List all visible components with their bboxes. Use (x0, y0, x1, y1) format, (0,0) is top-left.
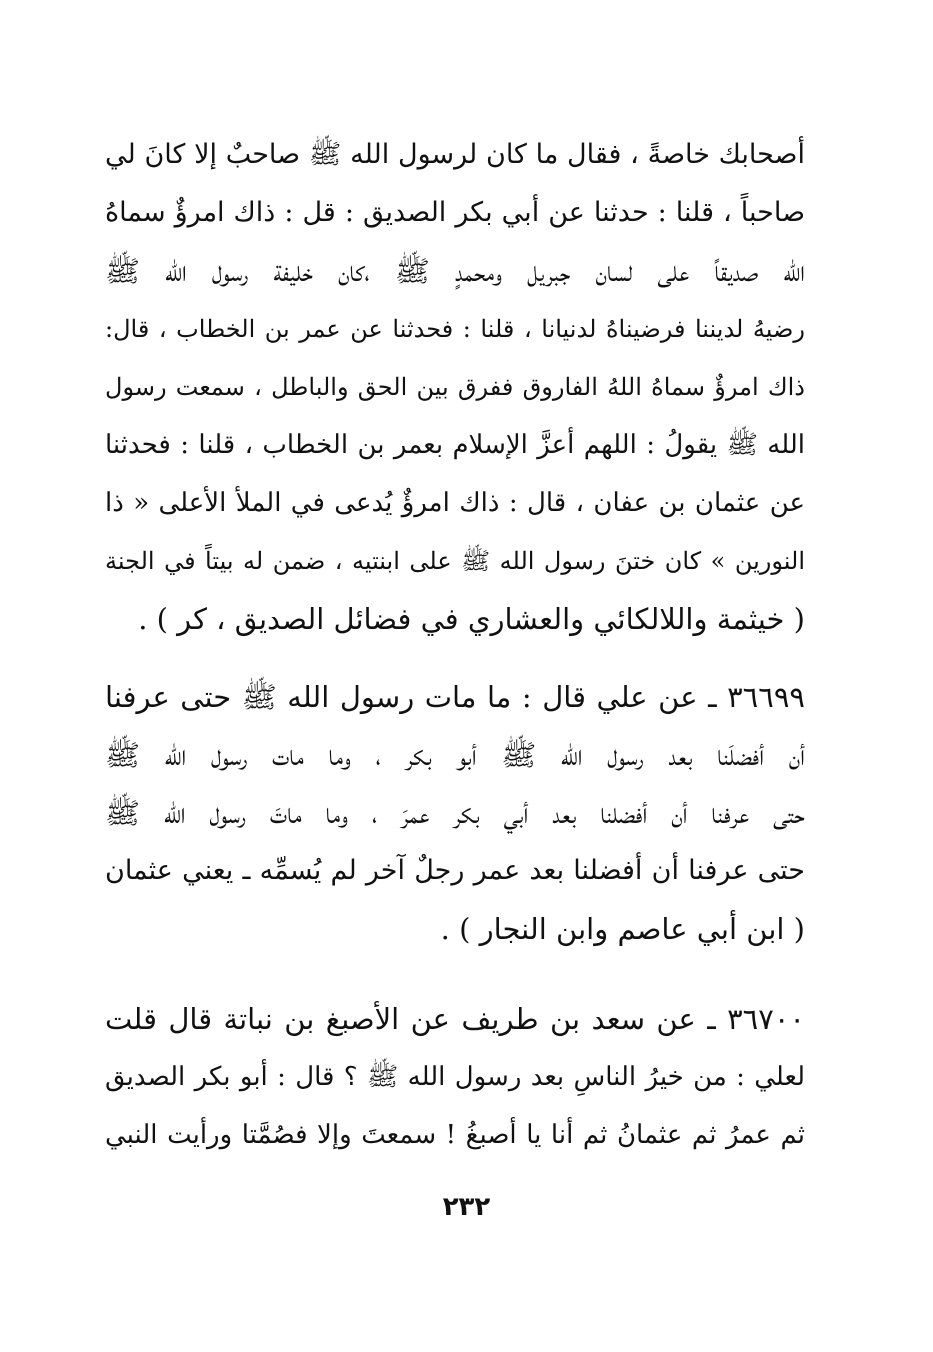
text-line: رضيهُ لديننا فرضيناهُ لدنيانا ، قلنا : فحدثنا عن عمر بن الخطاب ، قال: (105, 315, 805, 343)
text-line: ٣٦٦٩٩ ـ عن علي قال : ما مات رسول الله ﷺ حتى عرفنا (105, 680, 805, 714)
text-line: لعلي : من خيرُ الناسِ بعد رسول الله ﷺ ؟ قال : أبو بكر الصديق (105, 1062, 805, 1092)
text-line: ٣٦٧٠٠ ـ عن سعد بن طريف عن الأصبغ بن نباتة قال قلت (105, 1002, 805, 1036)
source-citation: ( ابن أبي عاصم وابن النجار ) . (440, 912, 805, 946)
text-line: حتى عرفنا أن أفضلنا بعد عمر رجلٌ آخر لم يُسمِّه ـ يعني عثمان (105, 855, 805, 886)
paragraph-2 (105, 672, 805, 972)
paragraph-3 (105, 994, 805, 1174)
paragraph-1 (105, 130, 805, 636)
text-line: صاحباً ، قلنا : حدثنا عن أبي بكر الصديق : قل : ذاك امرؤٌ سماهُ (105, 197, 805, 228)
source-citation: ( خيثمة واللالكائي والعشاري في فضائل الصديق ، كر ) . (138, 602, 805, 636)
text-line: أن أفضلَنا بعد رسول الله ﷺ أبو بكر ، وما مات رسول الله ﷺ (105, 738, 805, 772)
text-line: ذاك امرؤٌ سماهُ اللهُ الفاروق ففرق بين الحق والباطل ، سمعت رسول (105, 373, 805, 401)
text-line: عن عثمان بن عفان ، قال : ذاك امرؤٌ يُدعى في الملأ الأعلى « ذا (105, 488, 805, 518)
text-line: حتى عرفنا أن أفضلنا بعد أبي بكر عمرَ ، وما ماتَ رسول الله ﷺ (105, 796, 805, 830)
page-number: ٢٣٢ (442, 1192, 491, 1222)
text-line: أصحابك خاصةً ، فقال ما كان لرسول الله ﷺ صاحبٌ إلا كانَ لي (105, 139, 805, 170)
text-line: ثم عمرُ ثم عثمانُ ثم أنا يا أصبغُ ! سمعتَ وإلا فصُمَّتا ورأيت النبي (105, 1120, 805, 1150)
text-line: الله ﷺ يقولُ : اللهم أعزَّ الإسلام بعمر بن الخطاب ، قلنا : فحدثنا (105, 430, 805, 460)
text-line: الله صديقاً على لسان جبريل ومحمدٍ ﷺ ،كان خليفة رسول الله ﷺ (105, 254, 805, 288)
text-line: النورين » كان ختنَ رسول الله ﷺ على ابنتيه ، ضمن له بيتاً في الجنة (105, 547, 805, 575)
